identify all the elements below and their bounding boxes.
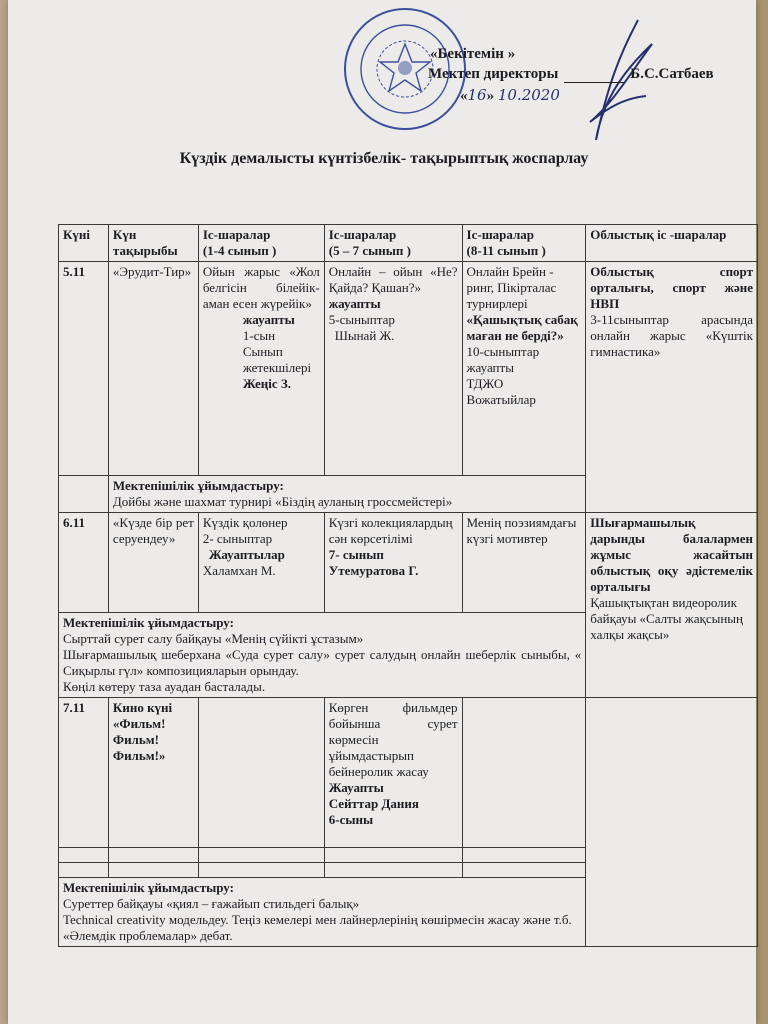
header-grades-8-11: Іс-шаралар (8-11 сынып ) (462, 225, 586, 262)
row-grades-5-7: Онлайн – ойын «Не? Қайда? Қашан?» жауапты 5-сыныптар Шынай Ж. (324, 262, 462, 476)
approval-role-line (420, 66, 760, 86)
plan-table (58, 224, 758, 947)
row-regional: Шығармашылық дарынды балалармен жұмыс жасайтын облыстық оқу әдістемелік орталығы Қашықтықтан видеоролик байқауы «Салты жақсының халқы жақсы» (586, 513, 758, 698)
row-grades-8-11: Менің поэзиямдағы күзгі мотивтер (462, 513, 586, 613)
approval-date: «16» 10.2020 (460, 86, 560, 104)
row-day: 6.11 (59, 513, 109, 613)
school-activities: Мектепішілік ұйымдастыру: Суреттер байқауы «қиял – ғажайып стильдегі балық» Technical creativity модельдеу. Теңіз кемелері мен лайнерлерінің көшірмесін жасау және т.б. «Әлемдік проблемалар» дебат. (59, 878, 586, 947)
row-regional (586, 698, 758, 947)
table-row (59, 513, 758, 613)
school-activities: Мектепішілік ұйымдастыру: Сырттай сурет салу байқауы «Менің сүйікті ұстазым» Шығармашылық шеберхана «Суда сурет салу» сурет салудың онлайн шеберлік сыныбы, « Сиқырлы гүл» композицияларын орындау. Көңіл көтеру таза ауадан басталады. (59, 613, 586, 698)
signature-line (564, 82, 624, 83)
row-theme: Кино күні «Фильм! Фильм! Фильм!» (108, 698, 198, 848)
table-row (59, 698, 758, 848)
row-grades-1-4: Күздік қолөнер 2- сыныптар Жауаптылар Халамхан М. (198, 513, 324, 613)
school-activities: Мектепішілік ұйымдастыру: Дойбы және шахмат турнирі «Біздің ауланың гроссмейстері» (108, 476, 585, 513)
document-title: Күздік демалысты күнтізбелік- тақырыптық жоспарлау (179, 150, 589, 167)
approval-block (420, 46, 760, 106)
row-day: 7.11 (59, 698, 109, 848)
row-theme: «Күзде бір рет серуендеу» (108, 513, 198, 613)
approval-role: Мектеп директоры (428, 66, 559, 82)
row-regional: Облыстық спорт орталығы, спорт және НВП 3-11сыныптар арасында онлайн жарыс «Күштік гимнастика» (586, 262, 758, 513)
row-grades-8-11: Онлайн Брейн - ринг, Пікірталас турнирлері «Қашықтық сабақ маған не берді?» 10-сыныптар жауапты ТДЖО Вожатыйлар (462, 262, 586, 476)
approval-title: «Бекітемін » (430, 46, 516, 62)
header-grades-1-4: Іс-шаралар (1-4 сынып ) (198, 225, 324, 262)
header-grades-5-7: Іс-шаралар (5 – 7 сынып ) (324, 225, 462, 262)
approval-name: Б.С.Сатбаев (630, 66, 714, 82)
row-grades-5-7: Көрген фильмдер бойынша сурет көрмесін ұйымдастырып бейнеролик жасау Жауапты Сейттар Дания 6-сыны (324, 698, 462, 848)
table-row (59, 262, 758, 476)
row-day: 5.11 (59, 262, 109, 476)
row-grades-1-4 (198, 698, 324, 848)
handwritten-day: 16 (467, 86, 487, 104)
row-grades-8-11 (462, 698, 586, 848)
row-grades-5-7: Күзгі колекциялардың сән көрсетілімі 7- сынып Утемуратова Г. (324, 513, 462, 613)
handwritten-month-year: 10.2020 (497, 86, 560, 104)
table-header-row (59, 225, 758, 262)
header-regional: Облыстық іс -шаралар (586, 225, 758, 262)
row-theme: «Эрудит-Тир» (108, 262, 198, 476)
header-day: Күні (59, 225, 109, 262)
row-grades-1-4: Ойын жарыс «Жол белгісін білейік- аман есен жүрейік» жауапты 1-сын Сынып жетекшілері Жеңіс З. (198, 262, 324, 476)
header-theme: Күн тақырыбы (108, 225, 198, 262)
